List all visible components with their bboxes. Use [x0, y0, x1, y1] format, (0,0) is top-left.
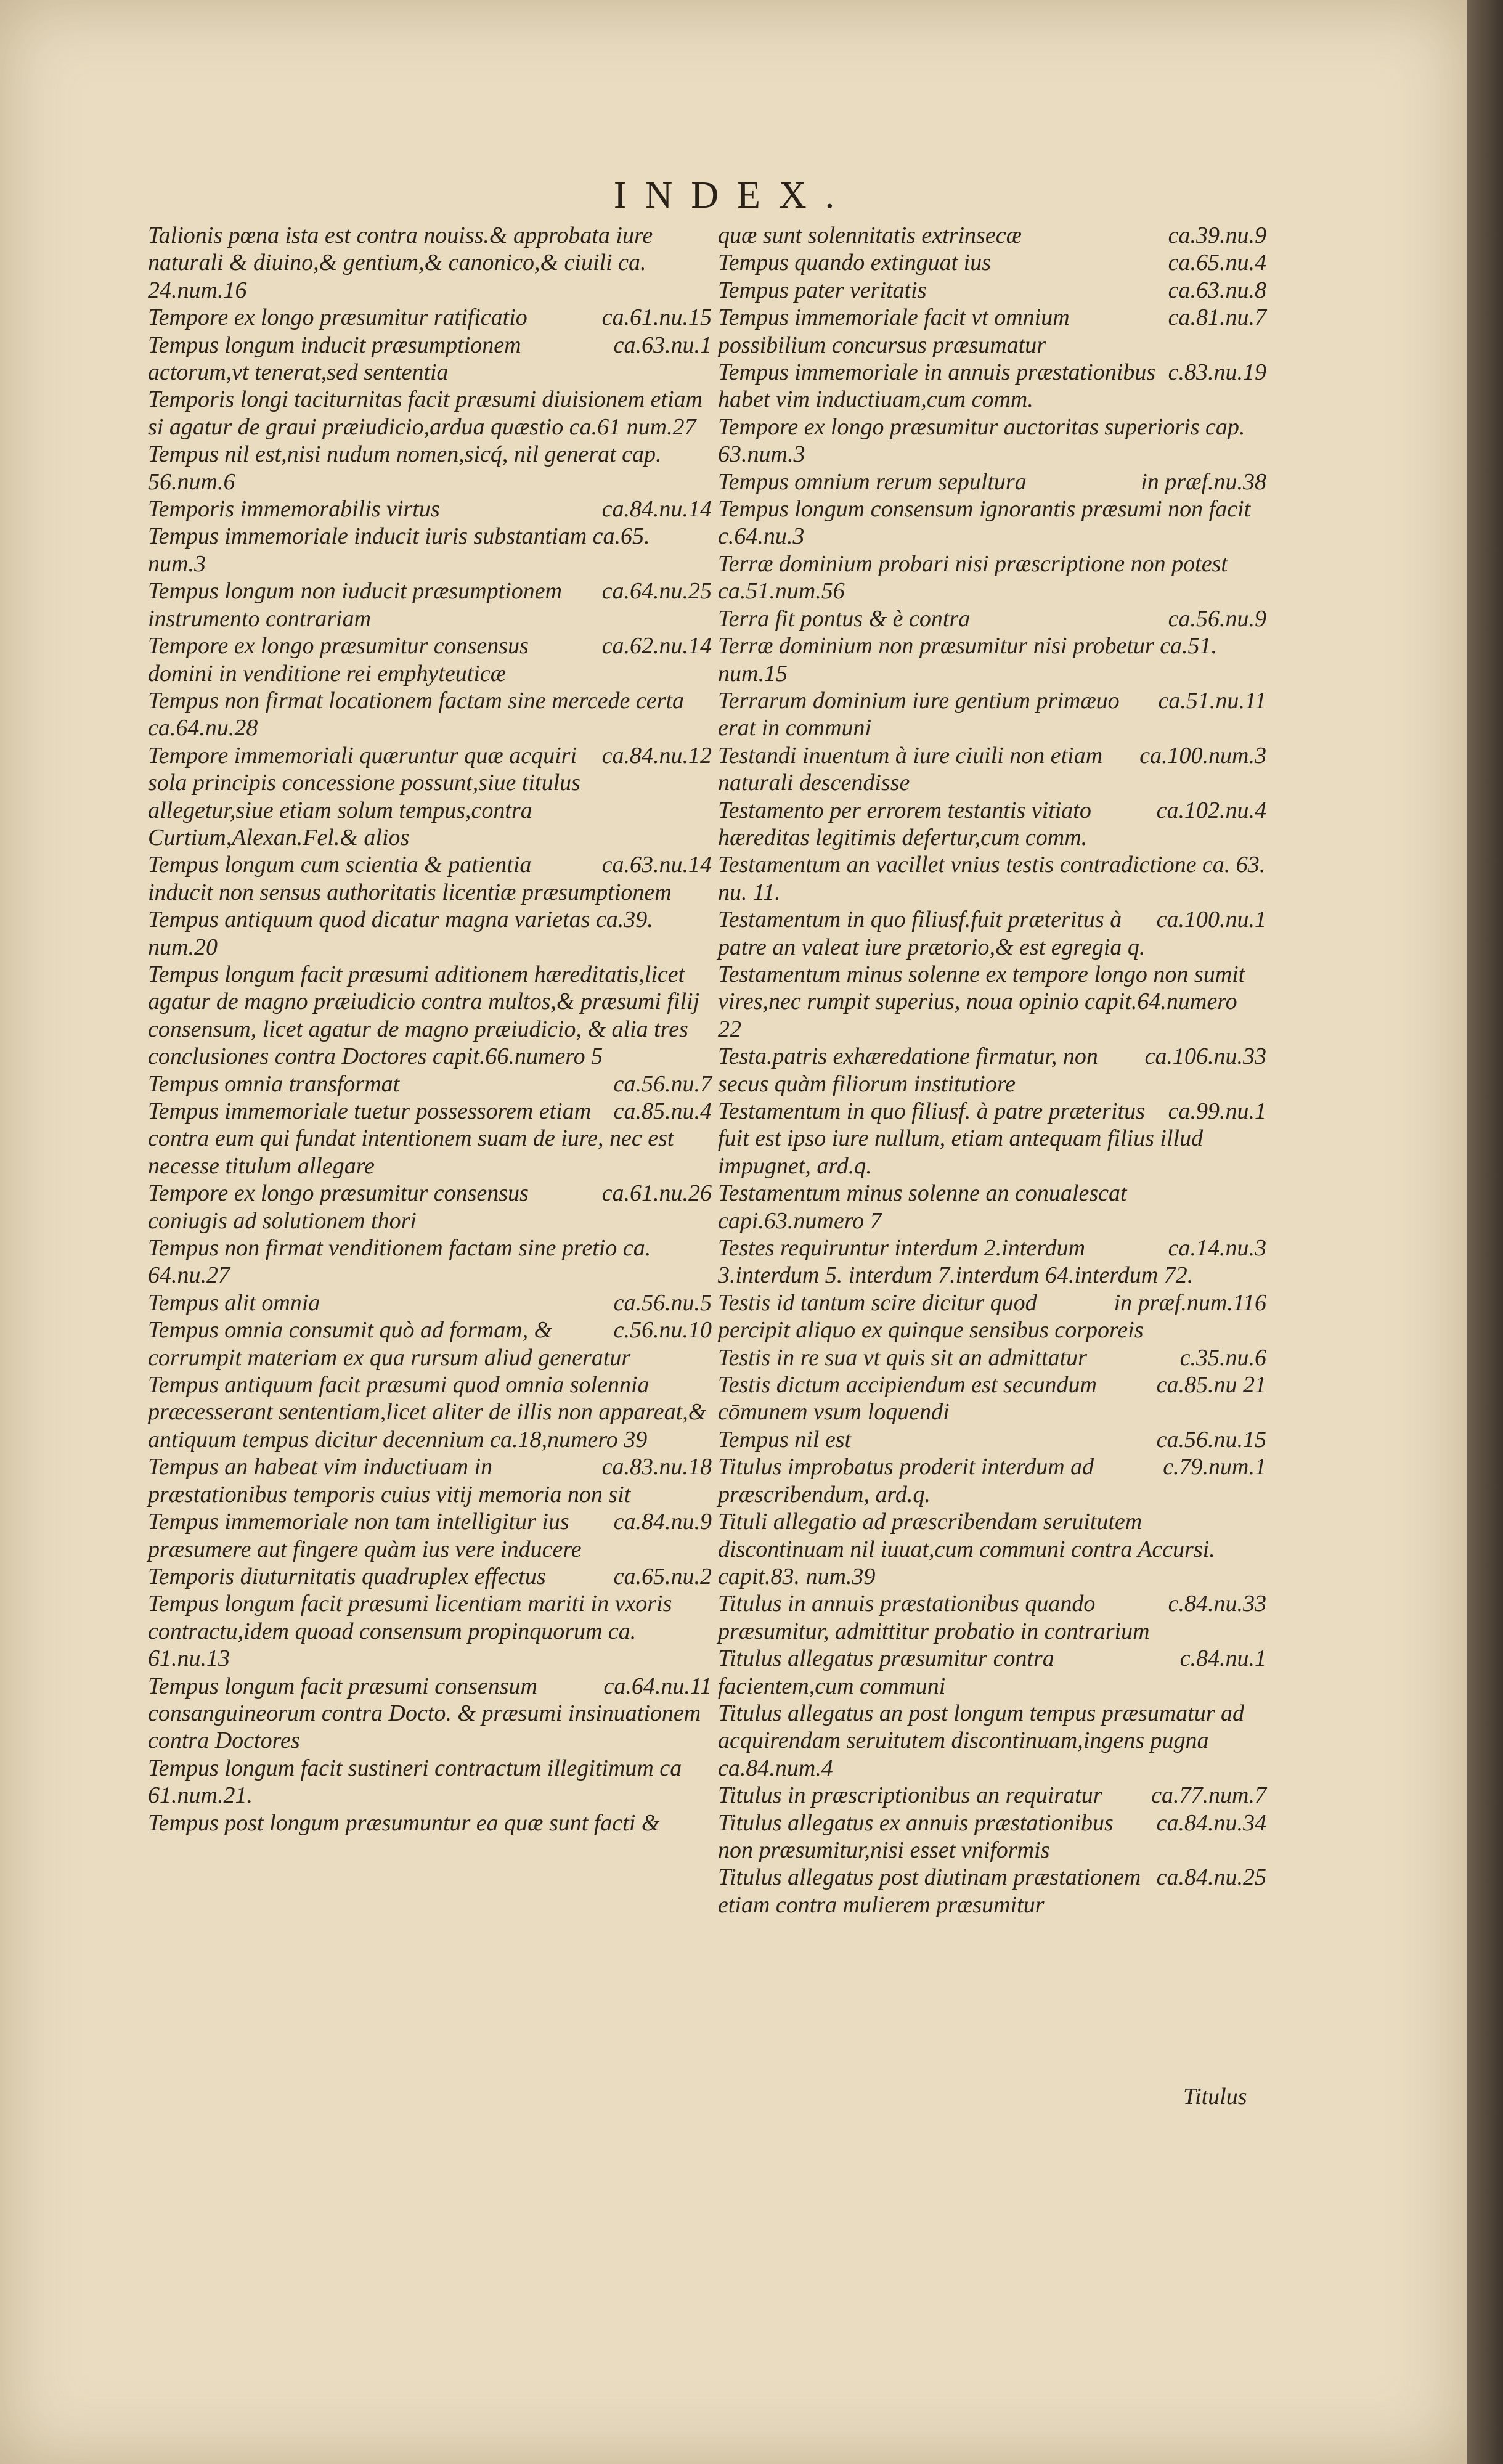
- index-entry-text: Tempus longum consensum ignorantis præsumi non facit c.64.nu.3: [718, 496, 1251, 550]
- index-entry-text: Titulus allegatus præsumitur contra facientem,cum communi: [718, 1646, 1054, 1699]
- index-entry: [148, 222, 712, 304]
- index-entry: [718, 414, 1266, 468]
- index-entry-text: Tempore immemoriali quæruntur quæ acquiri sola principis concessione possunt,siue titulus allegetur,siue etiam solum tempus,contra Curtium,Alexan.Fel.& alios: [148, 742, 580, 851]
- index-entry: [718, 742, 1266, 797]
- index-entry-reference: ca.39.nu.9: [1168, 222, 1266, 248]
- index-entry-text: Terrarum dominium iure gentium primæuo erat in communi: [718, 687, 1120, 741]
- index-entry-reference: ca.64.nu.11: [603, 1673, 712, 1699]
- index-entry: [148, 1563, 712, 1590]
- index-entry: [718, 687, 1266, 742]
- index-entry: [148, 1071, 712, 1098]
- index-entry-text: Titulus in præscriptionibus an requiratur: [718, 1782, 1102, 1809]
- index-entry-text: Testamentum in quo filiusf. à patre præteritus fuit est ipso iure nullum, etiam antequam filius illud impugnet, ard.q.: [718, 1098, 1204, 1179]
- index-entry-text: Testis id tantum scire dicitur quod percipit aliquo ex quinque sensibus corporeis: [718, 1289, 1144, 1344]
- index-entry: [148, 1371, 712, 1453]
- index-entry-reference: ca.65.nu.2: [613, 1563, 712, 1589]
- index-entry-text: Tempus immemoriale in annuis præstationibus habet vim inductiuam,cum comm.: [718, 359, 1156, 413]
- index-entry-text: Tempus antiquum facit præsumi quod omnia solennia præcesserant sententiam,licet aliter de illis non appareat,& antiquum tempus dicitur decennium ca.18,numero 39: [148, 1372, 707, 1453]
- index-entry-reference: ca.63.nu.1: [613, 332, 712, 358]
- index-entry-reference: ca.14.nu.3: [1168, 1235, 1266, 1262]
- index-entry-text: Tempus immemoriale non tam intelligitur ius præsumere aut fingere quàm ius vere inducere: [148, 1509, 582, 1562]
- index-entry: [148, 1180, 712, 1234]
- index-entry: [718, 605, 1266, 632]
- index-entry-text: Tempus longum facit præsumi licentiam mariti in vxoris contractu,idem quoad consensum propinquorum ca. 61.nu.13: [148, 1591, 672, 1672]
- index-entry: [718, 222, 1266, 249]
- index-entry-text: Testamentum an vacillet vnius testis contradictione ca. 63. nu. 11.: [718, 852, 1266, 905]
- index-entry-text: Tempus omnia consumit quò ad formam, & corrumpit materiam ex qua rursum aliud generatur: [148, 1317, 631, 1371]
- index-entry-text: Tempus post longum præsumuntur ea quæ sunt facti &: [148, 1809, 660, 1836]
- index-entry: [718, 359, 1266, 414]
- index-entry-reference: ca.65.nu.4: [1168, 250, 1266, 276]
- index-entry: [148, 386, 712, 441]
- index-entry: [718, 1043, 1266, 1098]
- index-entry-text: Tempore ex longo præsumitur auctoritas superioris cap. 63.num.3: [718, 414, 1245, 468]
- index-entry: [148, 961, 712, 1071]
- index-entry-text: Tempus non firmat venditionem factam sine pretio ca. 64.nu.27: [148, 1235, 651, 1289]
- index-entry: [718, 1180, 1266, 1234]
- index-entry: [718, 1289, 1266, 1344]
- index-entry-reference: ca.51.nu.11: [1158, 687, 1266, 714]
- index-entry: [718, 1344, 1266, 1371]
- index-entry-reference: ca.84.nu.12: [601, 742, 712, 769]
- index-entry-reference: ca.63.nu.14: [601, 852, 712, 878]
- index-entry: [718, 632, 1266, 687]
- index-entry-text: Tempus longum facit præsumi consensum consanguineorum contra Docto. & præsumi insinuationem contra Doctores: [148, 1673, 701, 1754]
- index-entry: [718, 249, 1266, 276]
- index-entry-text: Tempus longum inducit præsumptionem actorum,vt tenerat,sed sententia: [148, 332, 521, 386]
- index-entry: [148, 1755, 712, 1809]
- index-entry-text: Tempore ex longo præsumitur consensus coniugis ad solutionem thori: [148, 1180, 529, 1234]
- index-entry: [718, 1371, 1266, 1426]
- index-entry-reference: ca.56.nu.5: [613, 1289, 712, 1316]
- index-entry-reference: ca.61.nu.26: [601, 1180, 712, 1207]
- index-entry-text: Testamentum in quo filiusf.fuit præteritus à patre an valeat iure prætorio,& est egregia q.: [718, 907, 1146, 960]
- index-entry-reference: c.56.nu.10: [613, 1317, 712, 1344]
- index-entry: [718, 550, 1266, 605]
- index-entry-text: Temporis longi taciturnitas facit præsumi diuisionem etiam si agatur de graui præiudicio,ardua quæstio ca.61 num.27: [148, 386, 703, 440]
- index-entry-text: Terra fit pontus & è contra: [718, 605, 971, 632]
- index-entry-text: Temporis immemorabilis virtus: [148, 496, 440, 523]
- index-entry: [718, 1234, 1266, 1289]
- index-entry: [148, 577, 712, 632]
- index-entry-reference: ca.63.nu.8: [1168, 277, 1266, 303]
- index-entry: [148, 687, 712, 742]
- index-entry-text: Tempus non firmat locationem factam sine mercede certa ca.64.nu.28: [148, 687, 684, 741]
- index-entry-text: Titulus improbatus proderit interdum ad præscribendum, ard.q.: [718, 1454, 1094, 1507]
- index-entry-reference: c.79.num.1: [1163, 1454, 1266, 1480]
- index-entry: [718, 1700, 1266, 1782]
- index-entry: [148, 332, 712, 386]
- index-entry: [718, 961, 1266, 1043]
- index-entry: [148, 1234, 712, 1289]
- index-entry-text: Tituli allegatio ad præscribendam seruitutem discontinuam nil iuuat,cum communi contra Accursi. capit.83. num.39: [718, 1509, 1215, 1589]
- index-entry: [148, 1590, 712, 1672]
- index-entry-text: Titulus allegatus post diutinam præstationem etiam contra mulierem præsumitur: [718, 1864, 1141, 1918]
- index-entry-text: Tempus longum facit sustineri contractum illegitimum ca 61.num.21.: [148, 1755, 682, 1809]
- index-entry: [718, 1453, 1266, 1508]
- index-entry-text: Testis in re sua vt quis sit an admittatur: [718, 1344, 1087, 1371]
- index-entry-text: quæ sunt solennitatis extrinsecæ: [718, 222, 1022, 248]
- index-entry-reference: in præf.nu.38: [1141, 468, 1266, 495]
- index-entry: [718, 304, 1266, 359]
- index-entry: [718, 1426, 1266, 1453]
- index-entry-reference: ca.84.nu.25: [1156, 1864, 1266, 1891]
- index-entry-text: Tempus immemoriale tuetur possessorem etiam contra eum qui fundat intentionem suam de iure, nec est necesse titulum allegare: [148, 1098, 674, 1179]
- index-entry: [148, 1508, 712, 1563]
- index-entry: [148, 1673, 712, 1755]
- index-entry-reference: ca.61.nu.15: [601, 304, 712, 331]
- index-entry-text: Tempus longum cum scientia & patientia inducit non sensus authoritatis licentiæ præsumptionem: [148, 852, 672, 905]
- index-entry: [718, 906, 1266, 961]
- index-entry-text: Testa.patris exhæredatione firmatur, non secus quàm filiorum institutiore: [718, 1043, 1098, 1097]
- index-entry-text: Tempore ex longo præsumitur ratificatio: [148, 304, 527, 331]
- index-entry-text: Testes requiruntur interdum 2.interdum 3.interdum 5. interdum 7.interdum 64.interdum 72.: [718, 1235, 1194, 1289]
- index-entry: [718, 1508, 1266, 1590]
- index-entry-reference: c.83.nu.19: [1168, 359, 1266, 386]
- index-column-left: [148, 222, 712, 1837]
- index-entry: [718, 1098, 1266, 1180]
- index-entry-text: Tempus immemoriale inducit iuris substantiam ca.65. num.3: [148, 523, 650, 577]
- index-entry: [148, 1809, 712, 1837]
- index-entry-reference: ca.85.nu.4: [613, 1098, 712, 1124]
- index-entry: [148, 1453, 712, 1508]
- index-entry-reference: ca.56.nu.9: [1168, 605, 1266, 632]
- index-entry: [718, 1590, 1266, 1645]
- index-entry-reference: ca.56.nu.7: [613, 1071, 712, 1097]
- index-entry-reference: c.84.nu.33: [1168, 1591, 1266, 1617]
- index-entry-text: Titulus allegatus an post longum tempus præsumatur ad acquirendam seruitutem discontinuam,ingens pugna ca.84.num.4: [718, 1700, 1245, 1781]
- index-entry-text: Tempus immemoriale facit vt omnium possibilium concursus præsumatur: [718, 304, 1070, 358]
- index-entry: [148, 1316, 712, 1371]
- index-entry: [148, 441, 712, 496]
- index-entry-reference: ca.83.nu.18: [601, 1454, 712, 1480]
- index-entry: [718, 1864, 1266, 1919]
- index-entry-text: Talionis pœna ista est contra nouiss.& approbata iure naturali & diuino,& gentium,& canonico,& ciuili ca. 24.num.16: [148, 222, 653, 303]
- index-entry-reference: ca.84.nu.9: [613, 1509, 712, 1535]
- index-entry-reference: ca.100.num.3: [1139, 742, 1266, 769]
- index-entry: [148, 523, 712, 577]
- page-header: INDEX.: [613, 174, 853, 216]
- index-entry-reference: ca.81.nu.7: [1168, 304, 1266, 331]
- index-entry-reference: ca.64.nu.25: [601, 578, 712, 605]
- index-entry-text: Testamento per errorem testantis vitiato hæreditas legitimis defertur,cum comm.: [718, 797, 1091, 851]
- index-entry-text: Tempus quando extinguat ius: [718, 250, 991, 276]
- index-entry: [148, 906, 712, 961]
- index-entry-text: Tempus longum non iuducit præsumptionem instrumento contrariam: [148, 578, 563, 632]
- index-entry: [148, 304, 712, 331]
- index-entry-text: Terræ dominium non præsumitur nisi probetur ca.51. num.15: [718, 633, 1218, 687]
- index-entry-text: Terræ dominium probari nisi præscriptione non potest ca.51.num.56: [718, 550, 1228, 605]
- index-entry-text: Tempus omnia transformat: [148, 1071, 400, 1097]
- index-entry-reference: ca.106.nu.33: [1144, 1043, 1266, 1070]
- index-entry-text: Tempus an habeat vim inductiuam in præstationibus temporis cuius vitij memoria non sit: [148, 1454, 631, 1507]
- index-entry-reference: ca.84.nu.14: [601, 496, 712, 523]
- index-entry-text: Titulus allegatus ex annuis præstationibus non præsumitur,nisi esset vniformis: [718, 1809, 1114, 1863]
- index-entry-reference: ca.77.num.7: [1151, 1782, 1266, 1809]
- index-entry: [718, 851, 1266, 906]
- index-entry: [148, 851, 712, 906]
- index-entry: [718, 496, 1266, 550]
- index-entry-reference: ca.84.nu.34: [1156, 1809, 1266, 1836]
- index-entry: [148, 632, 712, 687]
- index-entry-text: Tempus omnium rerum sepultura: [718, 468, 1027, 495]
- index-column-right: [718, 222, 1266, 1919]
- index-entry-text: Tempore ex longo præsumitur consensus domini in venditione rei emphyteuticæ: [148, 633, 529, 687]
- index-entry-reference: ca.100.nu.1: [1156, 907, 1266, 933]
- index-entry-reference: ca.102.nu.4: [1156, 797, 1266, 823]
- index-entry-text: Tempus pater veritatis: [718, 277, 927, 303]
- index-entry-text: Testamentum minus solenne an conualescat capi.63.numero 7: [718, 1180, 1127, 1234]
- index-entry: [718, 1809, 1266, 1864]
- index-entry: [718, 1645, 1266, 1700]
- index-entry-reference: ca.62.nu.14: [601, 633, 712, 659]
- index-entry-text: Testandi inuentum à iure ciuili non etiam naturali descendisse: [718, 742, 1103, 796]
- index-entry: [148, 742, 712, 852]
- index-entry: [148, 1289, 712, 1316]
- index-entry-reference: ca.85.nu 21: [1156, 1372, 1266, 1398]
- index-entry: [148, 496, 712, 523]
- index-entry-text: Tempus alit omnia: [148, 1289, 320, 1316]
- index-entry-text: Tempus longum facit præsumi aditionem hæreditatis,licet agatur de magno præiudicio contra multos,& præsumi filij consensum, licet agatur de magno præiudicio, & alia tres conclusiones contra Doctores capit.66.numero 5: [148, 961, 700, 1070]
- catchword: Titulus: [1183, 2084, 1247, 2110]
- index-entry-reference: ca.99.nu.1: [1168, 1098, 1266, 1124]
- index-entry: [718, 468, 1266, 496]
- index-entry-text: Temporis diuturnitatis quadruplex effectus: [148, 1563, 546, 1589]
- index-entry-text: Tempus nil est: [718, 1426, 852, 1453]
- index-entry: [718, 277, 1266, 304]
- index-entry-reference: in præf.num.116: [1114, 1289, 1266, 1316]
- index-entry-text: Testamentum minus solenne ex tempore longo non sumit vires,nec rumpit superius, noua opinio capit.64.numero 22: [718, 961, 1245, 1042]
- index-entry: [718, 1782, 1266, 1809]
- index-entry-text: Testis dictum accipiendum est secundum cōmunem vsum loquendi: [718, 1372, 1097, 1426]
- index-entry: [148, 1098, 712, 1180]
- index-entry-text: Tempus antiquum quod dicatur magna varietas ca.39. num.20: [148, 907, 653, 960]
- page-edge: [1467, 0, 1503, 2464]
- index-entry-reference: c.35.nu.6: [1179, 1344, 1266, 1371]
- index-entry-reference: ca.56.nu.15: [1156, 1426, 1266, 1453]
- index-entry-text: Titulus in annuis præstationibus quando præsumitur, admittitur probatio in contrarium: [718, 1591, 1150, 1644]
- index-entry: [718, 797, 1266, 852]
- index-entry-text: Tempus nil est,nisi nudum nomen,sicq́, nil generat cap. 56.num.6: [148, 441, 662, 495]
- index-entry-reference: c.84.nu.1: [1179, 1646, 1266, 1672]
